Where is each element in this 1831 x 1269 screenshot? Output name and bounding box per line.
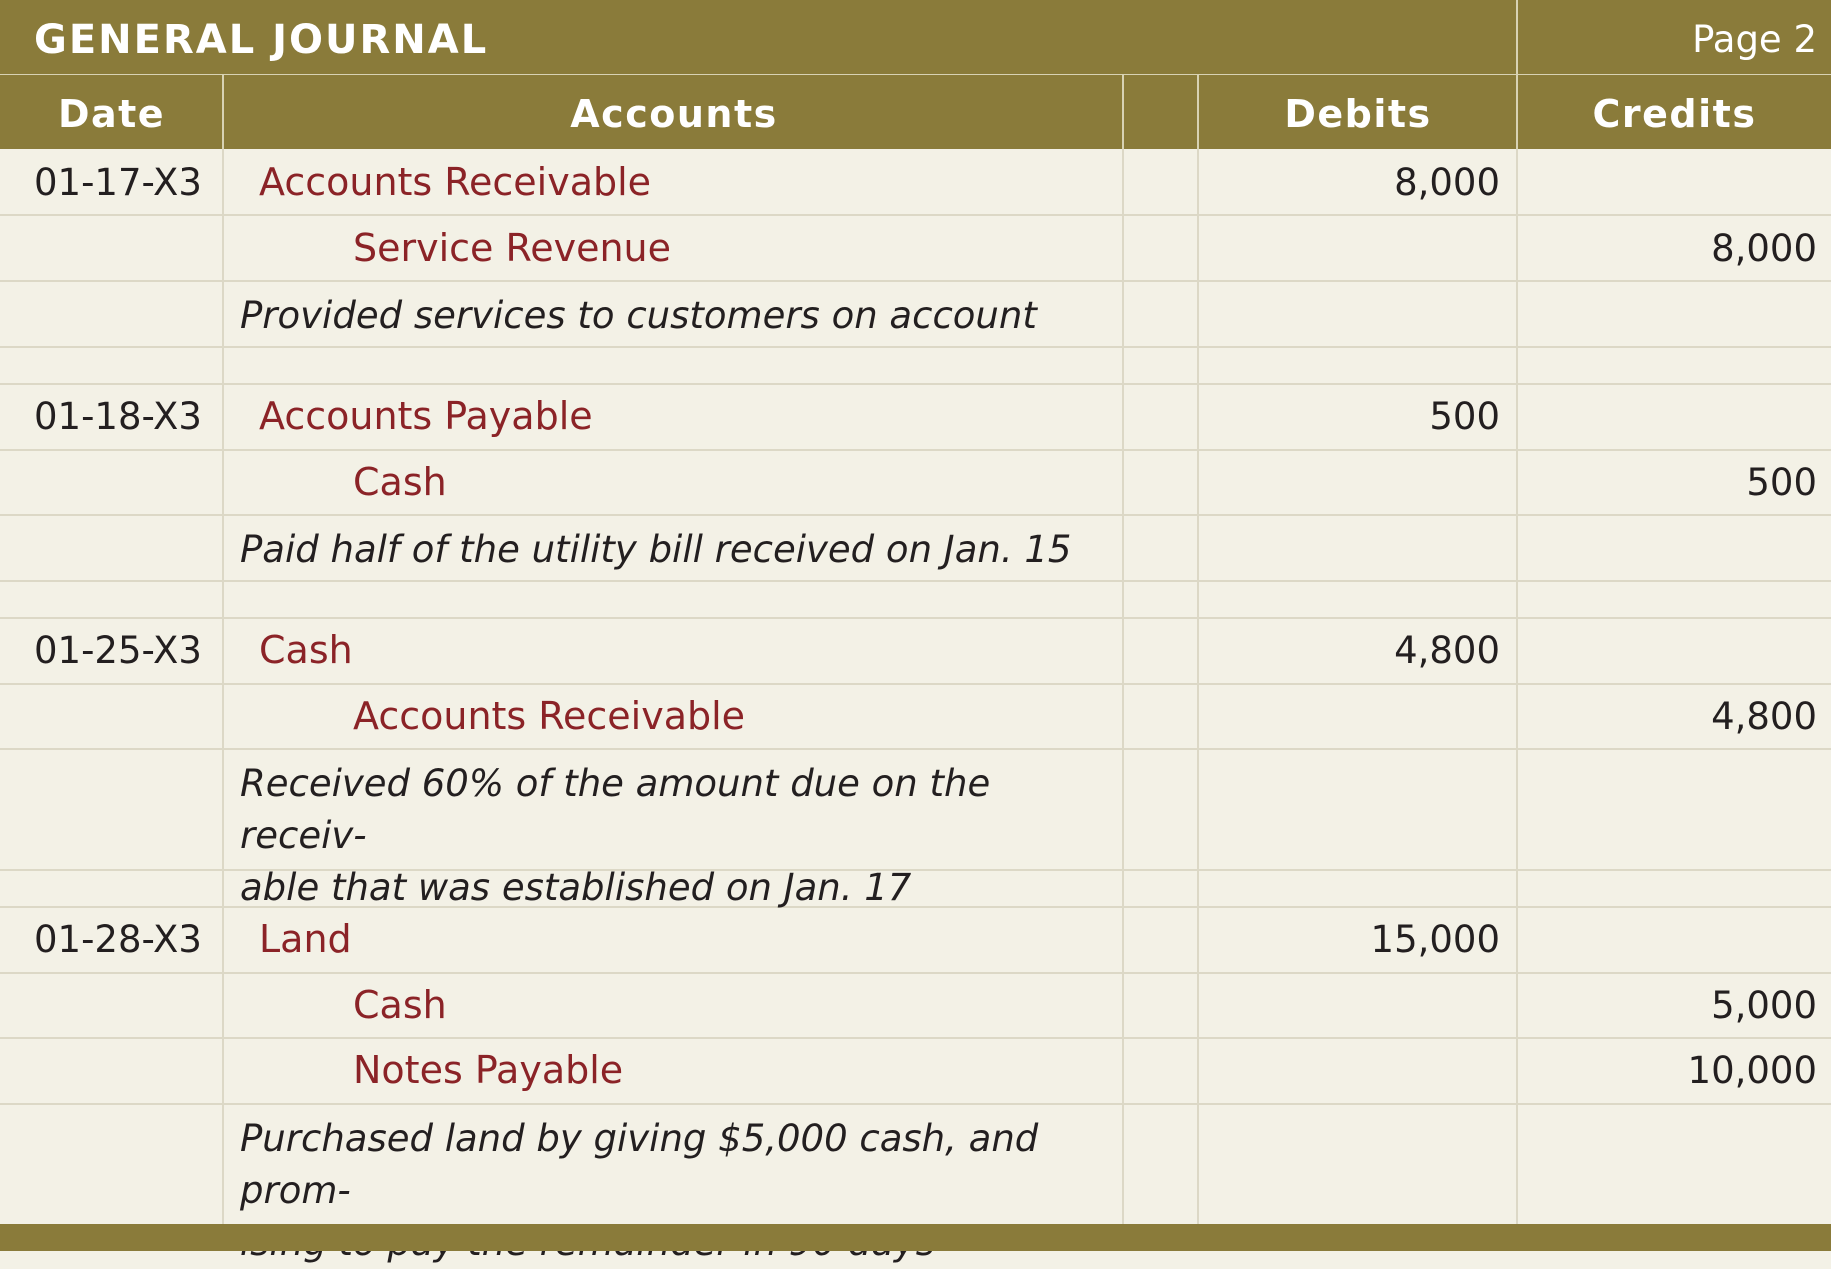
- credit-amount: 8,000: [1711, 227, 1817, 270]
- grid-line: [0, 346, 1831, 348]
- grid-line: [0, 683, 1831, 685]
- entry-date: 01-28-X3: [34, 918, 202, 961]
- journal-title: GENERAL JOURNAL: [34, 17, 489, 63]
- credit-amount: 10,000: [1687, 1049, 1817, 1092]
- debit-amount: 8,000: [1394, 161, 1500, 204]
- grid-line: [1122, 149, 1124, 1224]
- column-header-row: [0, 75, 1831, 149]
- journal-title-bar: [0, 0, 1831, 75]
- credit-account: Cash: [353, 983, 447, 1027]
- memo-line: able that was established on Jan. 17: [240, 866, 912, 909]
- grid-line: [0, 383, 1831, 385]
- entry-memo: Paid half of the utility bill received on Jan. 15: [240, 528, 1072, 571]
- header-divider: [1516, 75, 1518, 149]
- debit-account: Cash: [259, 628, 353, 672]
- entry-date: 01-18-X3: [34, 395, 202, 438]
- grid-line: [1197, 149, 1199, 1224]
- grid-line: [0, 1037, 1831, 1039]
- memo-line: Purchased land by giving $5,000 cash, and prom-: [240, 1117, 1039, 1212]
- credit-account: Service Revenue: [353, 226, 672, 270]
- header-divider: [1197, 75, 1199, 149]
- grid-line: [0, 972, 1831, 974]
- debit-amount: 4,800: [1394, 629, 1500, 672]
- credit-amount: 4,800: [1711, 695, 1817, 738]
- debit-account: Accounts Payable: [259, 394, 593, 438]
- grid-line: [0, 580, 1831, 582]
- header-divider: [1122, 75, 1124, 149]
- column-header-date: Date: [57, 92, 166, 136]
- grid-line: [0, 617, 1831, 619]
- column-header-accounts: Accounts: [570, 92, 778, 136]
- credit-amount: 500: [1746, 461, 1817, 504]
- entry-date: 01-17-X3: [34, 161, 202, 204]
- grid-line: [0, 214, 1831, 216]
- debit-amount: 15,000: [1370, 918, 1500, 961]
- credit-account: Notes Payable: [353, 1048, 624, 1092]
- title-page-divider: [1516, 0, 1518, 75]
- column-header-debits: Debits: [1284, 92, 1432, 136]
- debit-account: Accounts Receivable: [259, 160, 652, 204]
- column-header-credits: Credits: [1592, 92, 1757, 136]
- grid-line: [0, 280, 1831, 282]
- entry-memo: Provided services to customers on account: [240, 294, 1037, 337]
- credit-account: Accounts Receivable: [353, 694, 746, 738]
- grid-line: [0, 449, 1831, 451]
- entry-date: 01-25-X3: [34, 629, 202, 672]
- entry-memo: [240, 758, 1100, 914]
- grid-line: [222, 149, 224, 1224]
- header-divider: [222, 75, 224, 149]
- grid-line: [1516, 149, 1518, 1224]
- journal-footer-bar: [0, 1224, 1831, 1251]
- memo-line: Received 60% of the amount due on the receiv-: [240, 762, 991, 857]
- grid-line: [0, 748, 1831, 750]
- debit-amount: 500: [1429, 395, 1500, 438]
- grid-line: [0, 514, 1831, 516]
- grid-line: [0, 1103, 1831, 1105]
- credit-account: Cash: [353, 460, 447, 504]
- page-number: Page 2: [1692, 18, 1817, 61]
- credit-amount: 5,000: [1711, 984, 1817, 1027]
- debit-account: Land: [259, 917, 352, 961]
